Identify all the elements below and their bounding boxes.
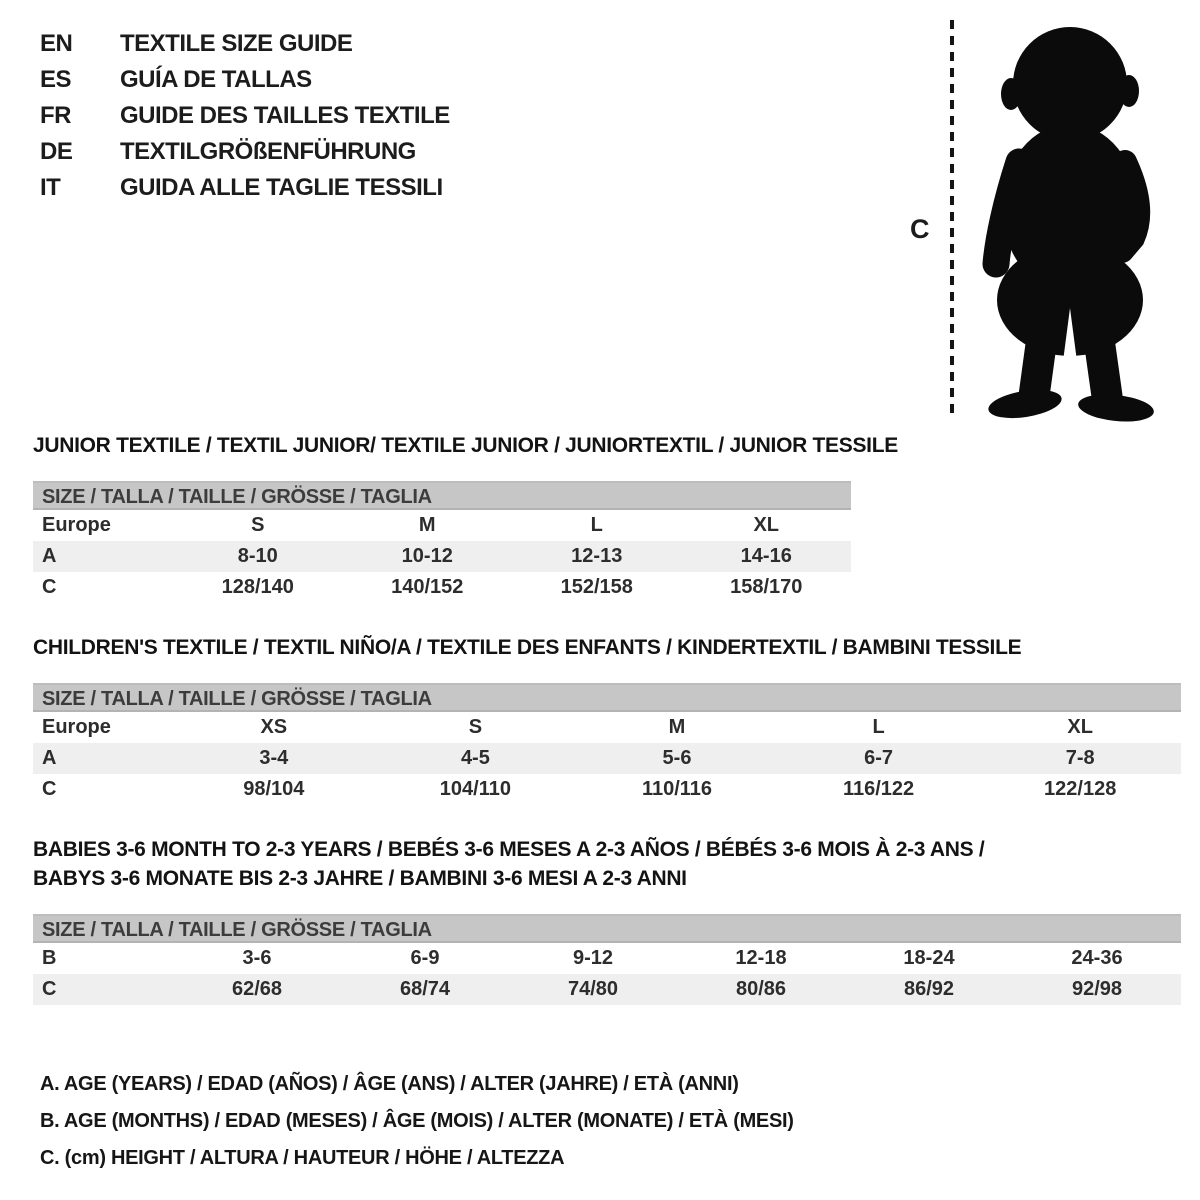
guide-title: GUIDA ALLE TAGLIE TESSILI <box>120 174 443 201</box>
language-row-de <box>40 134 450 170</box>
section-heading: JUNIOR TEXTILE / TEXTIL JUNIOR/ TEXTILE JUNIOR / JUNIORTEXTIL / JUNIOR TESSILE <box>33 434 898 457</box>
table-row <box>33 774 1181 805</box>
size-cell: 140/152 <box>391 576 464 598</box>
size-cell: XL <box>1067 716 1093 738</box>
size-cell: XL <box>753 514 780 536</box>
language-row-it <box>40 170 450 206</box>
guide-title: TEXTILE SIZE GUIDE <box>120 30 353 57</box>
size-cell: 10-12 <box>401 545 453 567</box>
size-cell: 152/158 <box>560 576 633 598</box>
legend-line-b: B. AGE (MONTHS) / EDAD (MESES) / ÂGE (MOIS) / ALTER (MONATE) / ETÀ (MESI) <box>40 1110 794 1132</box>
size-header-band: SIZE / TALLA / TAILLE / GRÖSSE / TAGLIA <box>33 683 1181 712</box>
size-cell: S <box>251 514 265 536</box>
size-header-band: SIZE / TALLA / TAILLE / GRÖSSE / TAGLIA <box>33 914 1181 943</box>
size-cell: 116/122 <box>842 778 915 800</box>
language-code: ES <box>40 66 72 93</box>
language-row-en <box>40 26 450 62</box>
row-label: Europe <box>42 716 111 738</box>
size-cell: 80/86 <box>735 978 787 1000</box>
section-babies-textile <box>33 838 1181 1005</box>
size-cell: 104/110 <box>439 778 511 800</box>
size-table-children <box>33 712 1181 805</box>
size-cell: 74/80 <box>567 978 619 1000</box>
size-cell: 110/116 <box>641 778 713 800</box>
table-row <box>33 974 1181 1005</box>
size-cell: 7-8 <box>1065 747 1095 769</box>
guide-title: GUIDE DES TAILLES TEXTILE <box>120 102 450 129</box>
row-label: C <box>42 778 57 800</box>
row-label: C <box>42 978 57 1000</box>
size-cell: M <box>668 716 686 738</box>
size-cell: 3-4 <box>259 747 289 769</box>
section-children-textile <box>33 636 1181 805</box>
size-cell: 4-5 <box>460 747 490 769</box>
size-cell: 5-6 <box>662 747 692 769</box>
row-label: Europe <box>42 514 111 536</box>
size-cell: 68/74 <box>399 978 451 1000</box>
guide-title: TEXTILGRÖßENFÜHRUNG <box>120 138 416 165</box>
size-cell: S <box>468 716 483 738</box>
language-row-fr <box>40 98 450 134</box>
size-cell: 18-24 <box>903 947 955 969</box>
measurement-legend <box>40 1066 794 1177</box>
size-cell: 62/68 <box>231 978 283 1000</box>
size-cell: XS <box>260 716 288 738</box>
size-cell: 12-13 <box>571 545 623 567</box>
table-row <box>33 510 851 541</box>
language-code: FR <box>40 102 71 129</box>
table-row <box>33 541 851 572</box>
guide-title: GUÍA DE TALLAS <box>120 66 312 93</box>
language-title-list <box>40 26 450 206</box>
size-cell: 86/92 <box>903 978 955 1000</box>
section-heading-line1: BABIES 3-6 MONTH TO 2-3 YEARS / BEBÉS 3-6 MESES A 2-3 AÑOS / BÉBÉS 3-6 MOIS À 2-3 ANS / <box>33 838 985 861</box>
row-label: C <box>42 576 57 598</box>
size-cell: 98/104 <box>243 778 305 800</box>
size-header-band: SIZE / TALLA / TAILLE / GRÖSSE / TAGLIA <box>33 481 851 510</box>
legend-line-c: C. (cm) HEIGHT / ALTURA / HAUTEUR / HÖHE / ALTEZZA <box>40 1147 565 1169</box>
table-row <box>33 943 1181 974</box>
section-heading: CHILDREN'S TEXTILE / TEXTIL NIÑO/A / TEXTILE DES ENFANTS / KINDERTEXTIL / BAMBINI TESSILE <box>33 636 1022 659</box>
language-row-es <box>40 62 450 98</box>
section-heading-line2: BABYS 3-6 MONATE BIS 2-3 JAHRE / BAMBINI 3-6 MESI A 2-3 ANNI <box>33 867 687 890</box>
size-cell: 128/140 <box>221 576 294 598</box>
table-row <box>33 743 1181 774</box>
height-measurement-figure <box>880 12 1170 422</box>
size-tables <box>33 434 1181 1038</box>
size-cell: 14-16 <box>740 545 792 567</box>
language-code: DE <box>40 138 73 165</box>
size-cell: L <box>590 514 603 536</box>
section-junior-textile <box>33 434 1181 603</box>
language-code: IT <box>40 174 61 201</box>
size-cell: 9-12 <box>572 947 614 969</box>
size-cell: M <box>418 514 436 536</box>
size-cell: 8-10 <box>237 545 278 567</box>
row-label: A <box>42 545 57 567</box>
size-table-junior <box>33 510 851 603</box>
toddler-silhouette <box>880 12 1170 422</box>
size-cell: 158/170 <box>730 576 803 598</box>
size-cell: 24-36 <box>1071 947 1123 969</box>
legend-line-a: A. AGE (YEARS) / EDAD (AÑOS) / ÂGE (ANS) / ALTER (JAHRE) / ETÀ (ANNI) <box>40 1073 739 1095</box>
size-cell: 122/128 <box>1044 778 1117 800</box>
size-cell: 12-18 <box>735 947 787 969</box>
size-cell: 6-9 <box>410 947 440 969</box>
size-cell: L <box>872 716 885 738</box>
height-measure-label: C <box>910 214 930 244</box>
size-table-babies <box>33 943 1181 1005</box>
size-cell: 3-6 <box>242 947 272 969</box>
table-row <box>33 572 851 603</box>
size-cell: 6-7 <box>864 747 894 769</box>
language-code: EN <box>40 30 73 57</box>
row-label: A <box>42 747 57 769</box>
table-row <box>33 712 1181 743</box>
row-label: B <box>42 947 57 969</box>
size-cell: 92/98 <box>1071 978 1123 1000</box>
